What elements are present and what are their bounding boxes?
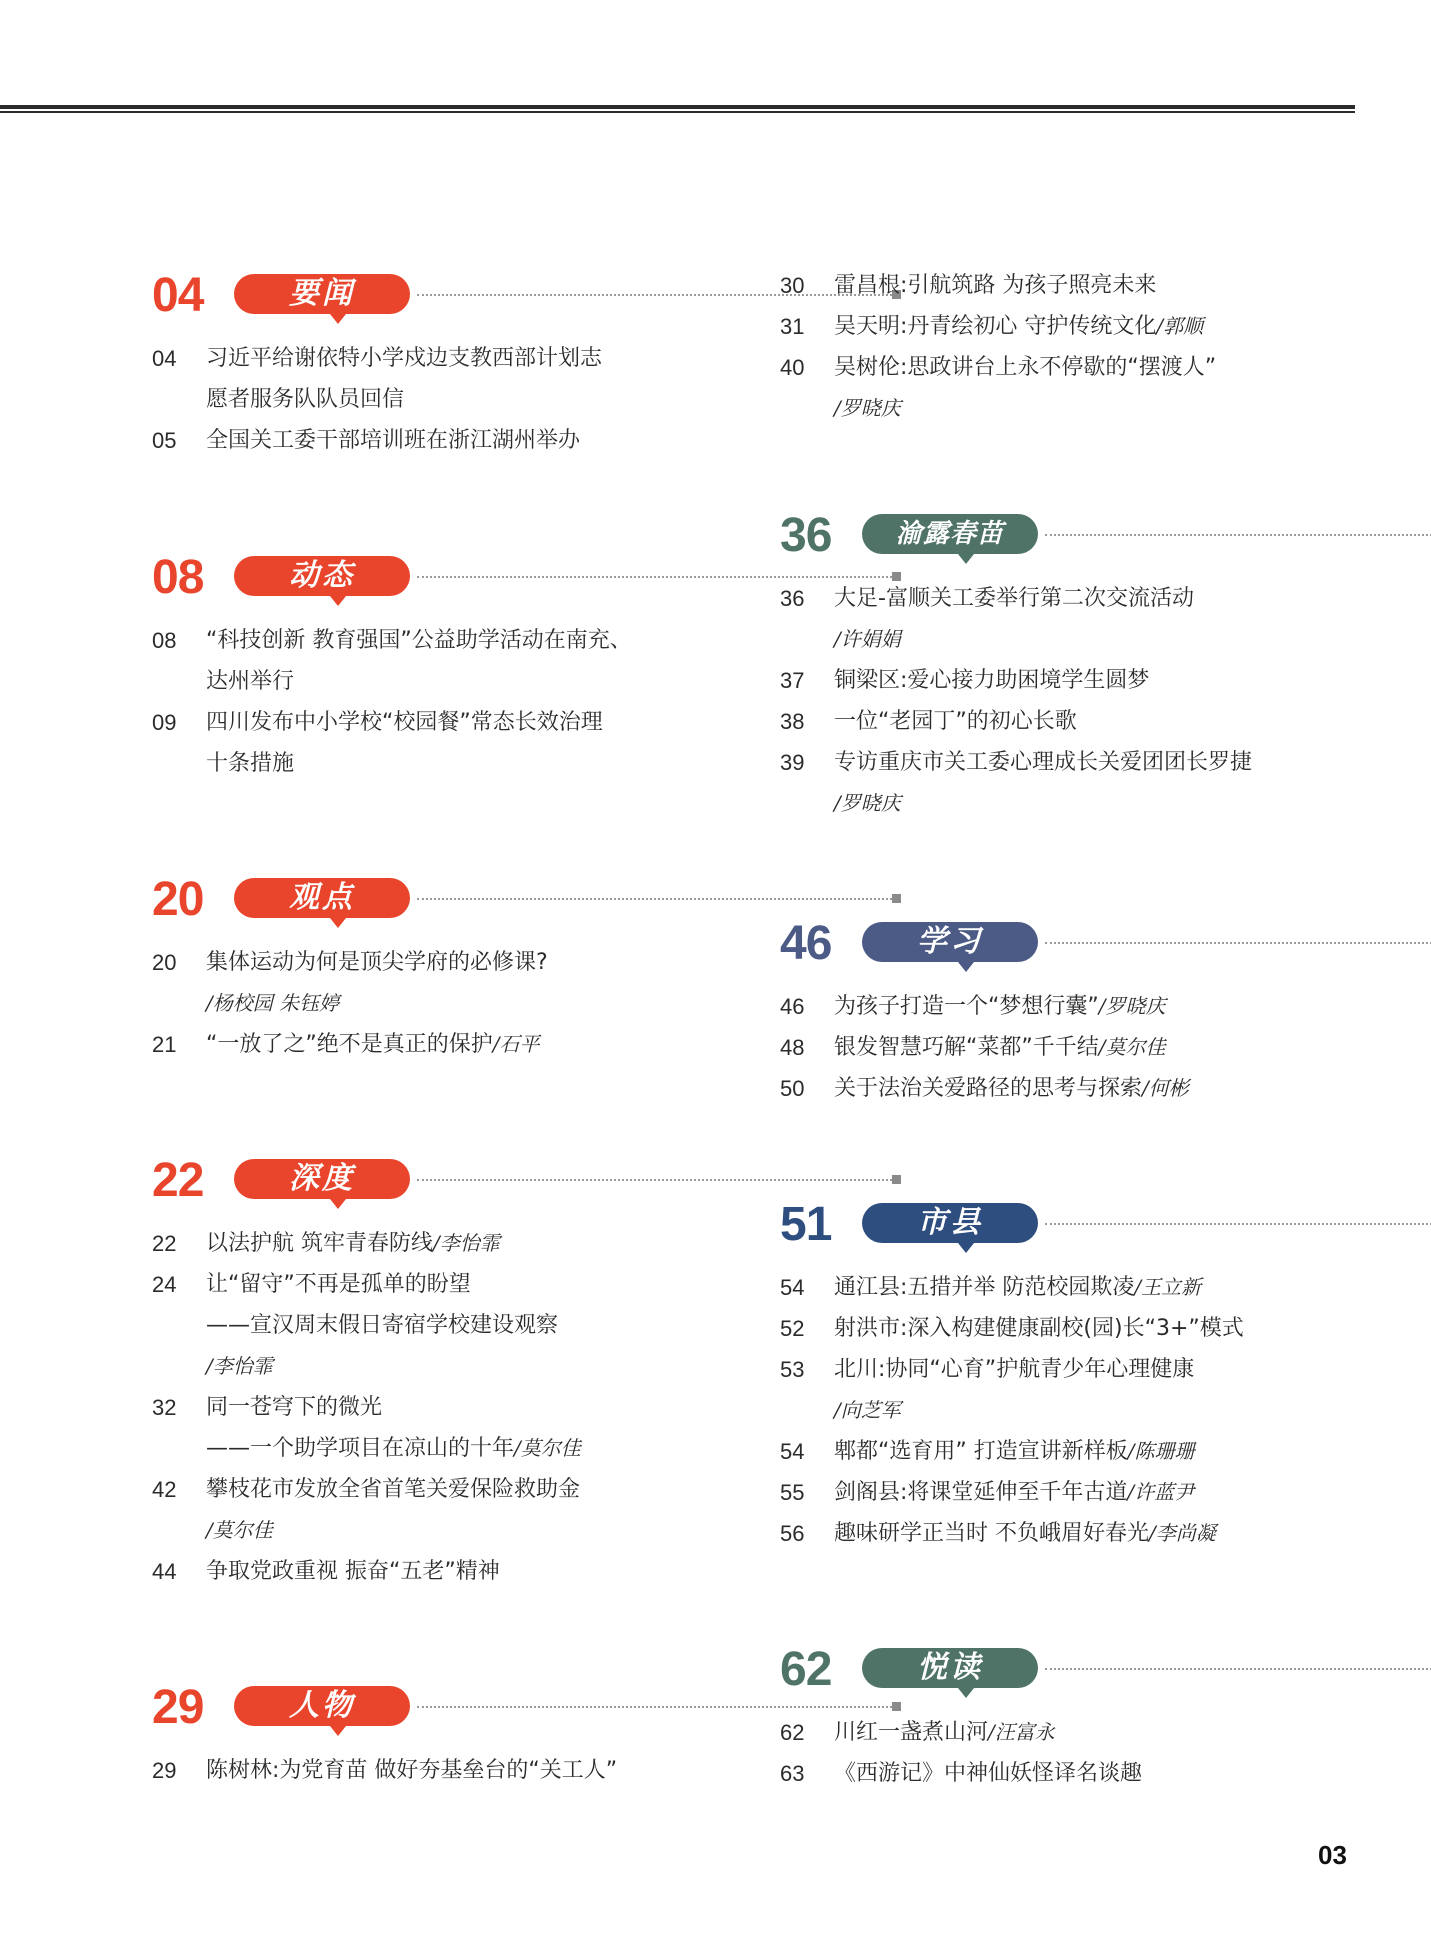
section-tag[interactable] (862, 514, 1038, 554)
entry-title-line (206, 743, 294, 784)
entry-page-number: 29 (152, 1758, 177, 1783)
entry-page-number: 38 (780, 709, 805, 734)
entry-title: 吴树伦:思政讲台上永不停歇的“摆渡人” (834, 355, 1217, 380)
entry-title-line (206, 620, 632, 661)
entry-title-line (834, 619, 901, 660)
entry-page-number: 53 (780, 1357, 805, 1382)
entry-title: “一放了之”绝不是真正的保护 (206, 1032, 493, 1057)
section-number: 22 (152, 1154, 204, 1207)
section-dotted-rule (417, 1706, 892, 1708)
section-tag[interactable] (862, 1648, 1038, 1688)
section-dotted-rule (417, 1179, 892, 1181)
entry-author: /罗晓庆 (834, 396, 901, 420)
entry-title: 全国关工委干部培训班在浙江湖州举办 (206, 428, 581, 453)
entry-title-line (834, 306, 1203, 347)
entry-title-line (834, 1712, 1055, 1753)
entry-page-number: 46 (780, 994, 805, 1019)
entry-title-line (206, 1551, 500, 1592)
section-number: 08 (152, 551, 204, 604)
entry-title: 争取党政重视 振奋“五老”精神 (206, 1559, 500, 1584)
section-tag[interactable] (234, 274, 410, 314)
entry-title: 北川:协同“心育”护航青少年心理健康 (834, 1357, 1195, 1382)
section-number: 36 (780, 509, 832, 562)
entry-title: 习近平给谢依特小学戍边支教西部计划志 (206, 346, 603, 371)
section-tag-label: 学习 (917, 924, 983, 959)
entry-author: /李怡霏 (206, 1354, 273, 1378)
entry-page-number: 05 (152, 428, 177, 453)
entry-title-line (834, 783, 901, 824)
entry-page-number: 42 (152, 1477, 177, 1502)
entry-author: /石平 (492, 1032, 540, 1056)
entry-title: ——宣汉周末假日寄宿学校建设观察 (206, 1313, 559, 1338)
entry-page-number: 39 (780, 750, 805, 775)
entry-title: 四川发布中小学校“校园餐”常态长效治理 (206, 710, 603, 735)
entry-title-line (206, 1346, 273, 1387)
entry-page-number: 54 (780, 1275, 805, 1300)
entry-page-number: 08 (152, 628, 177, 653)
section-dotted-rule (417, 898, 892, 900)
entry-page-number: 21 (152, 1032, 177, 1057)
section-tag-label: 市县 (917, 1205, 983, 1240)
entry-title-line (834, 578, 1194, 619)
entry-author: /许蓝尹 (1127, 1480, 1195, 1504)
entry-title-line (834, 388, 901, 429)
entry-title-line (206, 1223, 500, 1264)
entry-title: 愿者服务队队员回信 (206, 387, 405, 412)
entry-page-number: 63 (780, 1761, 805, 1786)
entry-title-line (206, 1387, 382, 1428)
section-number: 04 (152, 269, 204, 322)
entry-page-number: 32 (152, 1395, 177, 1420)
entry-title: 通江县:五措并举 防范校园欺凌 (834, 1275, 1135, 1300)
entry-page-number: 50 (780, 1076, 805, 1101)
entry-title: 十条措施 (206, 751, 295, 776)
section-tag-label: 悦读 (917, 1650, 983, 1685)
entry-title-line (206, 338, 602, 379)
section-dotted-rule (417, 294, 892, 296)
entry-title-line (206, 983, 339, 1024)
section-tag-label: 渝露春苗 (895, 519, 1004, 549)
section-tag[interactable] (234, 878, 410, 918)
entry-title: 陈树林:为党育苗 做好夯基垒台的“关工人” (206, 1758, 618, 1783)
entry-title: 大足-富顺关工委举行第二次交流活动 (834, 586, 1194, 611)
page-number: 03 (1318, 1840, 1347, 1870)
section-dotted-rule (1045, 1668, 1431, 1670)
entry-title: 攀枝花市发放全省首笔关爱保险救助金 (206, 1477, 581, 1502)
entry-title-line (206, 1750, 617, 1791)
rule-end-square (892, 894, 901, 903)
entry-page-number: 62 (780, 1720, 805, 1745)
entry-title-line (834, 701, 1077, 742)
entry-author: /莫尔佳 (1098, 1035, 1166, 1059)
entry-title: 吴天明:丹青绘初心 守护传统文化 (834, 314, 1157, 339)
entry-title-line (834, 1027, 1166, 1068)
entry-title-line (206, 942, 548, 983)
top-rule (0, 105, 1355, 109)
entry-title: 剑阁县:将课堂延伸至千年古道 (834, 1480, 1128, 1505)
section-number: 20 (152, 873, 204, 926)
entry-title-line (834, 742, 1252, 783)
entry-author: /汪富永 (988, 1720, 1055, 1744)
entry-title: “科技创新 教育强国”公益助学活动在南充、 (206, 628, 632, 653)
entry-page-number: 22 (152, 1231, 177, 1256)
entry-page-number: 55 (780, 1480, 805, 1505)
entry-author: /李怡霏 (433, 1231, 500, 1255)
section-tag[interactable] (234, 1159, 410, 1199)
entry-page-number: 09 (152, 710, 177, 735)
section-tag[interactable] (234, 1686, 410, 1726)
entry-title-line (834, 1308, 1244, 1349)
entry-title: 专访重庆市关工委心理成长关爱团团长罗捷 (834, 750, 1253, 775)
entry-author: /莫尔佳 (514, 1436, 581, 1460)
entry-title: 《西游记》中神仙妖怪译名谈趣 (834, 1761, 1143, 1786)
entry-title: 郫都“选育用” 打造宣讲新样板 (834, 1439, 1128, 1464)
entry-author: /陈珊珊 (1127, 1439, 1195, 1463)
section-tag-label: 人物 (289, 1688, 355, 1723)
entry-title-line (206, 1510, 273, 1551)
entry-title: 同一苍穹下的微光 (206, 1395, 383, 1420)
section-tag-label: 观点 (289, 880, 355, 915)
entry-title-line (206, 1024, 540, 1065)
entry-title-line (834, 1390, 901, 1431)
entry-title: 趣味研学正当时 不负峨眉好春光 (834, 1521, 1149, 1546)
section-tag[interactable] (234, 556, 410, 596)
entry-author: /罗晓庆 (834, 791, 901, 815)
entry-author: /李尚凝 (1149, 1521, 1216, 1545)
section-number: 62 (780, 1643, 832, 1696)
section-tag-label: 深度 (289, 1161, 355, 1196)
entry-title-line (834, 1513, 1216, 1554)
entry-title-line (206, 661, 294, 702)
entry-title: 以法护航 筑牢青春防线 (206, 1231, 433, 1256)
entry-title: 达州举行 (206, 669, 295, 694)
entry-title-line (206, 702, 603, 743)
entry-author: /向芝军 (834, 1398, 901, 1422)
entry-title: 铜梁区:爱心接力助困境学生圆梦 (834, 668, 1150, 693)
entry-page-number: 40 (780, 355, 805, 380)
entry-title: 让“留守”不再是孤单的盼望 (206, 1272, 471, 1297)
entry-page-number: 31 (780, 314, 805, 339)
entry-title: 一位“老园丁”的初心长歌 (834, 709, 1077, 734)
entry-page-number: 30 (780, 273, 805, 298)
entry-title-line (206, 379, 404, 420)
entry-page-number: 24 (152, 1272, 177, 1297)
entry-title: 射洪市:深入构建健康副校(园)长“3+”模式 (834, 1316, 1244, 1341)
section-tag-label: 动态 (289, 558, 355, 593)
section-tag[interactable] (862, 1203, 1038, 1243)
entry-title-line (834, 986, 1166, 1027)
entry-title: 关于法治关爱路径的思考与探索 (834, 1076, 1143, 1101)
rule-end-square (892, 1175, 901, 1184)
entry-title-line (834, 1267, 1201, 1308)
entry-title: 银发智慧巧解“菜都”千千结 (834, 1035, 1099, 1060)
section-number: 51 (780, 1198, 832, 1251)
entry-title-line (834, 1753, 1142, 1794)
section-number: 46 (780, 917, 832, 970)
entry-title: 集体运动为何是顶尖学府的必修课? (206, 950, 548, 975)
entry-page-number: 37 (780, 668, 805, 693)
entry-author: /莫尔佳 (206, 1518, 273, 1542)
entry-page-number: 54 (780, 1439, 805, 1464)
entry-title: 川红一盏煮山河 (834, 1720, 989, 1745)
entry-author: /郭顺 (1156, 314, 1204, 338)
section-dotted-rule (1045, 1223, 1431, 1225)
entry-author: /王立新 (1134, 1275, 1202, 1299)
entry-title: 为孩子打造一个“梦想行囊” (834, 994, 1099, 1019)
section-tag[interactable] (862, 922, 1038, 962)
entry-author: /何彬 (1142, 1076, 1189, 1100)
entry-page-number: 56 (780, 1521, 805, 1546)
entry-title: ——一个助学项目在凉山的十年 (206, 1436, 515, 1461)
entry-author: /杨校园 朱钰婷 (206, 991, 340, 1015)
section-number: 29 (152, 1681, 204, 1734)
section-dotted-rule (1045, 534, 1431, 536)
entry-title-line (206, 1469, 580, 1510)
entry-title-line (206, 1428, 581, 1469)
entry-page-number: 04 (152, 346, 177, 371)
entry-title-line (834, 1431, 1195, 1472)
section-dotted-rule (417, 576, 892, 578)
entry-page-number: 52 (780, 1316, 805, 1341)
section-dotted-rule (1045, 942, 1431, 944)
entry-title-line (834, 1472, 1194, 1513)
top-rule-thin (0, 111, 1355, 113)
entry-page-number: 20 (152, 950, 177, 975)
entry-page-number: 44 (152, 1559, 177, 1584)
section-tag-label: 要闻 (289, 276, 355, 311)
entry-title-line (834, 1349, 1194, 1390)
entry-author: /许娟娟 (834, 627, 901, 651)
entry-title: 雷昌根:引航筑路 为孩子照亮未来 (834, 273, 1157, 298)
entry-title-line (206, 420, 580, 461)
entry-page-number: 36 (780, 586, 805, 611)
entry-title-line (834, 1068, 1189, 1109)
entry-page-number: 48 (780, 1035, 805, 1060)
entry-author: /罗晓庆 (1098, 994, 1166, 1018)
entry-title-line (206, 1305, 558, 1346)
entry-title-line (834, 347, 1216, 388)
entry-title-line (834, 660, 1149, 701)
entry-title-line (206, 1264, 471, 1305)
entry-title-line (834, 265, 1156, 306)
